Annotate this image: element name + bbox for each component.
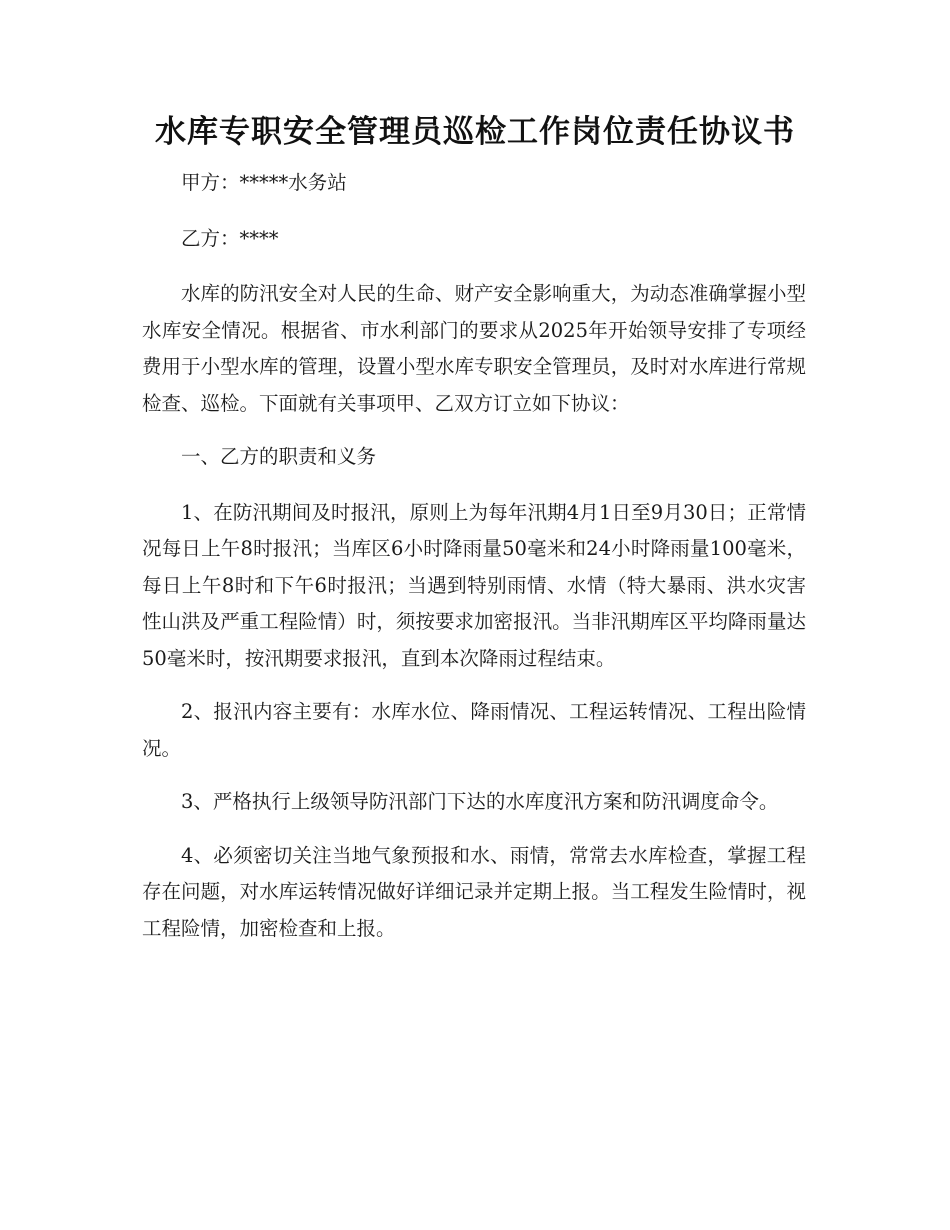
document-title: 水库专职安全管理员巡检工作岗位责任协议书 — [155, 114, 795, 150]
party-b-line: 乙方：**** — [181, 226, 279, 250]
clause-2: 2、报汛内容主要有：水库水位、降雨情况、工程运转情况、工程出险情况。 — [142, 700, 806, 760]
clause-4: 4、必须密切关注当地气象预报和水、雨情，常常去水库检查，掌握工程存在问题，对水库运转情况做好详细记录并定期上报。当工程发生险情时，视工程险情，加密检查和上报。 — [142, 843, 806, 940]
party-a-line: 甲方：*****水务站 — [181, 171, 347, 194]
document-body — [142, 165, 806, 964]
clause-1: 1、在防汛期间及时报汛，原则上为每年汛期4月1日至9月30日；正常情况每日上午8时报汛；当库区6小时降雨量50毫米和24小时降雨量100毫米，每日上午8时和下午6时报汛；当遇到特别雨情、水情（特大暴雨、洪水灾害性山洪及严重工程险情）时，须按要求加密报汛。当非汛期库区平均降雨量达50毫米时，按汛期要求报汛，直到本次降雨过程结束。 — [142, 500, 806, 670]
clause-3: 3、严格执行上级领导防汛部门下达的水库度汛方案和防汛调度命令。 — [181, 790, 779, 813]
intro-paragraph: 水库的防汛安全对人民的生命、财产安全影响重大，为动态准确掌握小型水库安全情况。根据省、市水利部门的要求从2025年开始领导安排了专项经费用于小型水库的管理，设置小型水库专职安全管理员，及时对水库进行常规检查、巡检。下面就有关事项甲、乙双方订立如下协议： — [142, 282, 806, 415]
section-heading: 一、乙方的职责和义务 — [181, 445, 377, 468]
